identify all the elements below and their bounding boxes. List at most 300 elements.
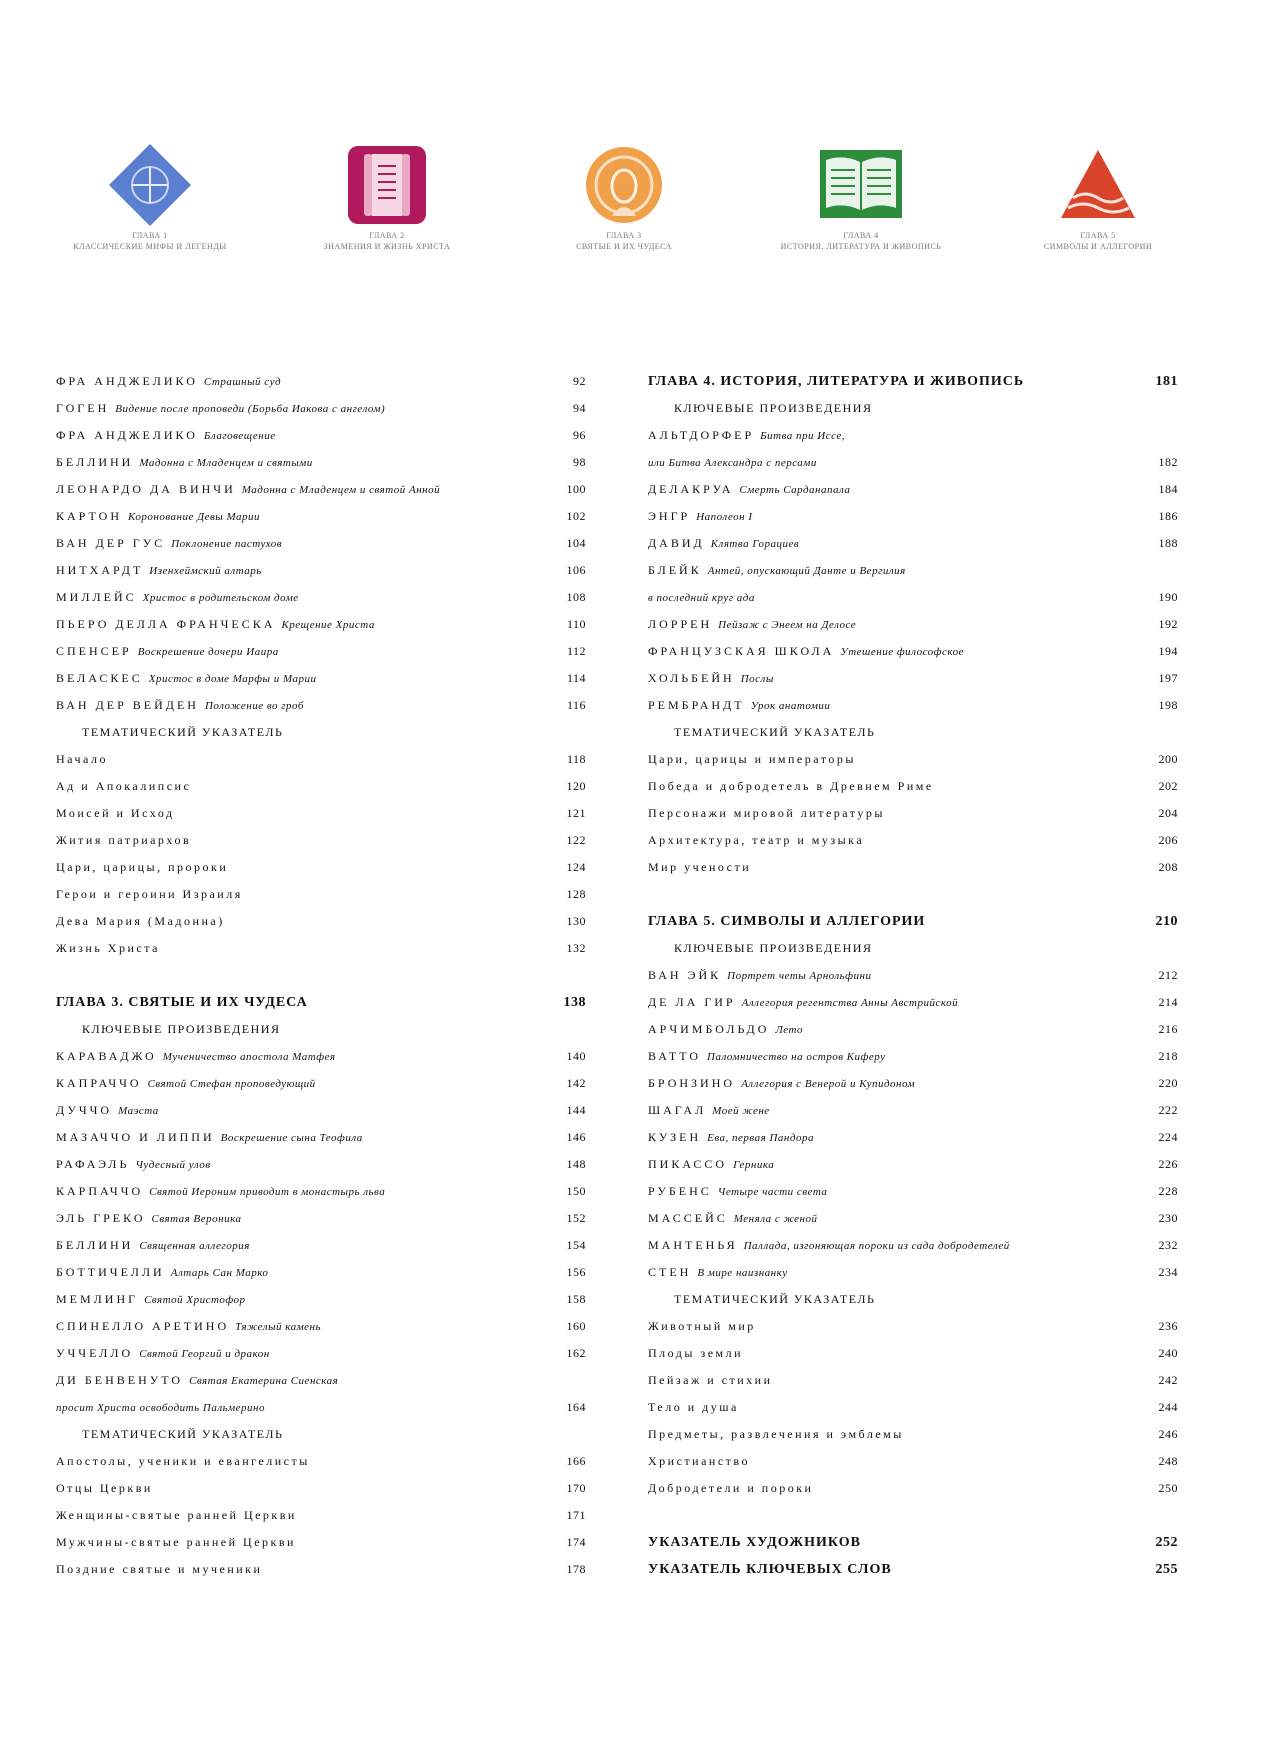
theme-label: Женщины-святые ранней Церкви: [56, 1508, 297, 1522]
artist-name: ГОГЕН: [56, 401, 110, 415]
toc-entry: [56, 611, 586, 638]
theme-label: Цари, царицы и императоры: [648, 752, 856, 766]
page-number: 182: [1158, 455, 1178, 469]
toc-entry: [648, 1016, 1178, 1043]
theme-label: Архитектура, театр и музыка: [648, 833, 865, 847]
page-number: 234: [1158, 1265, 1178, 1279]
page-number: 164: [566, 1400, 586, 1414]
artist-name: ШАГАЛ: [648, 1103, 707, 1117]
theme-entry: [648, 773, 1178, 800]
artwork-title: Меняла с женой: [733, 1213, 818, 1225]
page-number: 197: [1158, 671, 1178, 685]
theme-entry: [648, 1394, 1178, 1421]
subsection-heading: ТЕМАТИЧЕСКИЙ УКАЗАТЕЛЬ: [82, 725, 284, 739]
theme-entry: [648, 1448, 1178, 1475]
artist-name: АРЧИМБОЛЬДО: [648, 1022, 770, 1036]
subsection-heading: КЛЮЧЕВЫЕ ПРОИЗВЕДЕНИЯ: [674, 941, 873, 955]
section-heading: УКАЗАТЕЛЬ КЛЮЧЕВЫХ СЛОВ: [648, 1562, 892, 1577]
artist-name: ФРА АНДЖЕЛИКО: [56, 374, 198, 388]
theme-entry: [56, 854, 586, 881]
toc-entry: [648, 1151, 1178, 1178]
artist-name: КАРАВАДЖО: [56, 1049, 157, 1063]
artwork-title: Святой Георгий и дракон: [139, 1348, 270, 1360]
toc-entry: [56, 503, 586, 530]
artwork-title: Воскрешение сына Теофила: [220, 1132, 363, 1144]
page-number: 122: [566, 833, 586, 847]
toc-entry: [648, 1097, 1178, 1124]
artist-name: ЛЕОНАРДО ДА ВИНЧИ: [56, 482, 236, 496]
chapter-4-number: ГЛАВА 4: [843, 231, 879, 240]
artist-name: ВАН ДЕР ГУС: [56, 536, 166, 550]
artist-name: БРОНЗИНО: [648, 1076, 736, 1090]
page-number: 248: [1158, 1454, 1178, 1468]
chapter-2-title: ЗНАМЕНИЯ И ЖИЗНЬ ХРИСТА: [323, 242, 451, 251]
artwork-title: Святой Иероним приводит в монастырь льва: [149, 1186, 386, 1198]
artist-name: РЕМБРАНДТ: [648, 698, 745, 712]
theme-entry: [648, 1313, 1178, 1340]
artwork-title: Мученичество апостола Матфея: [162, 1051, 336, 1063]
artwork-title: в последний круг ада: [648, 592, 755, 604]
toc-entry: [56, 1097, 586, 1124]
artwork-title: Антей, опускающий Данте и Вергилия: [707, 565, 906, 577]
subsection-row: [648, 395, 1178, 422]
artwork-title: Лето: [775, 1024, 803, 1036]
theme-entry: [648, 1367, 1178, 1394]
section-heading: ГЛАВА 5. СИМВОЛЫ И АЛЛЕГОРИИ: [648, 914, 926, 929]
toc-entry: [56, 1367, 586, 1394]
theme-label: Персонажи мировой литературы: [648, 806, 885, 820]
page-number: 148: [566, 1157, 586, 1171]
toc-entry: [56, 1259, 586, 1286]
toc-entry: [648, 530, 1178, 557]
page-number: 198: [1158, 698, 1178, 712]
page-number: 124: [566, 860, 586, 874]
toc-entry: [648, 962, 1178, 989]
page-number: 138: [563, 995, 586, 1010]
artwork-title: Поклонение пастухов: [171, 538, 283, 550]
page-number: 228: [1158, 1184, 1178, 1198]
page-number: 98: [573, 455, 586, 469]
page-number: 108: [566, 590, 586, 604]
theme-entry: [648, 800, 1178, 827]
mountain-waves-icon: [1053, 140, 1143, 230]
halo-icon: [579, 140, 669, 230]
section-heading-row: [648, 1556, 1178, 1583]
page-number: 114: [566, 671, 586, 685]
toc-entry: [648, 557, 1178, 584]
artist-name: МЕМЛИНГ: [56, 1292, 139, 1306]
artwork-title: Мадонна с Младенцем и святой Анной: [241, 484, 441, 496]
page-number: 255: [1155, 1562, 1178, 1577]
artist-name: ФРАНЦУЗСКАЯ ШКОЛА: [648, 644, 835, 658]
artwork-title: Герника: [733, 1159, 775, 1171]
page-number: 208: [1158, 860, 1178, 874]
section-heading-row: [648, 368, 1178, 395]
page-number: 166: [566, 1454, 586, 1468]
artist-name: МАНТЕНЬЯ: [648, 1238, 738, 1252]
page-number: 240: [1158, 1346, 1178, 1360]
toc-entry: [648, 692, 1178, 719]
toc-entry: [56, 1178, 586, 1205]
artist-name: ВАН ДЕР ВЕЙДЕН: [56, 698, 199, 712]
artwork-title: Моей жене: [712, 1105, 770, 1117]
page-number: 250: [1158, 1481, 1178, 1495]
page-number: 130: [566, 914, 586, 928]
subsection-row: [56, 1016, 586, 1043]
artwork-title: Смерть Сарданапала: [739, 484, 851, 496]
artwork-title: Святая Вероника: [151, 1213, 242, 1225]
artist-name: ПЬЕРО ДЕЛЛА ФРАНЧЕСКА: [56, 617, 276, 631]
page-number: 120: [566, 779, 586, 793]
artist-name: ПИКАССО: [648, 1157, 728, 1171]
page-number: 192: [1158, 617, 1178, 631]
subsection-row: [648, 1286, 1178, 1313]
toc-entry: [648, 1043, 1178, 1070]
toc-entry: [648, 989, 1178, 1016]
artwork-title: Благовещение: [203, 430, 276, 442]
section-heading-row: [648, 908, 1178, 935]
section-heading: ГЛАВА 4. ИСТОРИЯ, ЛИТЕРАТУРА И ЖИВОПИСЬ: [648, 374, 1025, 389]
page-number: 144: [566, 1103, 586, 1117]
subsection-row: [56, 719, 586, 746]
page-number: 152: [566, 1211, 586, 1225]
page-number: 178: [566, 1562, 586, 1576]
page-number: 106: [566, 563, 586, 577]
page-number: 206: [1158, 833, 1178, 847]
toc-entry: [56, 449, 586, 476]
theme-label: Предметы, развлечения и эмблемы: [648, 1427, 904, 1441]
page-number: 216: [1158, 1022, 1178, 1036]
artwork-title: В мире наизнанку: [697, 1267, 788, 1279]
chapter-4-badge: [751, 140, 971, 252]
artwork-title: Воскрешение дочери Иаира: [137, 646, 279, 658]
page-number: 156: [566, 1265, 586, 1279]
theme-entry: [56, 908, 586, 935]
subsection-row: [648, 719, 1178, 746]
chapter-1-number: ГЛАВА 1: [132, 231, 168, 240]
page-number: 214: [1158, 995, 1178, 1009]
page-number: 104: [566, 536, 586, 550]
artwork-title: просит Христа освободить Пальмерино: [56, 1402, 265, 1414]
page-number: 150: [566, 1184, 586, 1198]
page-number: 244: [1158, 1400, 1178, 1414]
artwork-title: Аллегория регентства Анны Австрийской: [741, 997, 959, 1009]
theme-entry: [56, 773, 586, 800]
subsection-heading: ТЕМАТИЧЕСКИЙ УКАЗАТЕЛЬ: [674, 725, 876, 739]
toc-entry: [56, 1205, 586, 1232]
page-number: 171: [566, 1508, 586, 1522]
theme-entry: [56, 1556, 586, 1583]
page-number: 204: [1158, 806, 1178, 820]
artist-name: КУЗЕН: [648, 1130, 702, 1144]
theme-entry: [56, 881, 586, 908]
page-number: 222: [1158, 1103, 1178, 1117]
toc-right-column: [648, 368, 1178, 1583]
toc-entry: [56, 395, 586, 422]
chapter-3-number: ГЛАВА 3: [606, 231, 642, 240]
page-number: 94: [573, 401, 586, 415]
toc-entry: [56, 1232, 586, 1259]
page-number: 184: [1158, 482, 1178, 496]
toc-entry: [56, 1313, 586, 1340]
artist-name: МАССЕЙС: [648, 1211, 728, 1225]
toc-entry: [648, 1232, 1178, 1259]
theme-entry: [648, 854, 1178, 881]
artist-name: НИТХАРДТ: [56, 563, 144, 577]
artwork-title: Паломничество на остров Киферу: [707, 1051, 886, 1063]
subsection-heading: КЛЮЧЕВЫЕ ПРОИЗВЕДЕНИЯ: [82, 1022, 281, 1036]
artwork-title: Коронование Девы Марии: [128, 511, 260, 523]
artist-name: РАФАЭЛЬ: [56, 1157, 130, 1171]
theme-label: Апостолы, ученики и евангелисты: [56, 1454, 310, 1468]
artist-name: ВЕЛАСКЕС: [56, 671, 143, 685]
subsection-row: [648, 935, 1178, 962]
cross-diamond-icon: [105, 140, 195, 230]
artist-name: КАРТОН: [56, 509, 122, 523]
artwork-title: Ева, первая Пандора: [707, 1132, 814, 1144]
theme-label: Отцы Церкви: [56, 1481, 153, 1495]
subsection-heading: КЛЮЧЕВЫЕ ПРОИЗВЕДЕНИЯ: [674, 401, 873, 415]
toc-entry: [648, 611, 1178, 638]
page-number: 246: [1158, 1427, 1178, 1441]
toc-entry: [648, 1070, 1178, 1097]
page-number: 154: [566, 1238, 586, 1252]
theme-entry: [56, 800, 586, 827]
toc-entry: [56, 1070, 586, 1097]
artwork-title: Наполеон I: [696, 511, 753, 523]
section-heading: ГЛАВА 3. СВЯТЫЕ И ИХ ЧУДЕСА: [56, 995, 308, 1010]
theme-label: Поздние святые и мученики: [56, 1562, 263, 1576]
artist-name: СТЕН: [648, 1265, 692, 1279]
entry-continuation: [56, 1394, 586, 1421]
toc-entry: [56, 584, 586, 611]
artist-name: СПЕНСЕР: [56, 644, 132, 658]
page-number: 102: [566, 509, 586, 523]
subsection-row: [56, 1421, 586, 1448]
theme-entry: [56, 1448, 586, 1475]
theme-label: Ад и Апокалипсис: [56, 779, 192, 793]
toc-entry: [56, 1340, 586, 1367]
page-number: 230: [1158, 1211, 1178, 1225]
artwork-title: Алтарь Сан Марко: [170, 1267, 269, 1279]
artwork-title: Положение во гроб: [204, 700, 304, 712]
artist-name: ЭНГР: [648, 509, 691, 523]
page-number: 158: [566, 1292, 586, 1306]
toc-entry: [56, 1286, 586, 1313]
artwork-title: Страшный суд: [203, 376, 282, 388]
chapter-5-number: ГЛАВА 5: [1080, 231, 1116, 240]
chapter-1-badge: [40, 140, 260, 252]
toc-entry: [648, 476, 1178, 503]
section-heading-row: [56, 989, 586, 1016]
page-number: 226: [1158, 1157, 1178, 1171]
section-heading-row: [648, 1529, 1178, 1556]
toc-entry: [56, 1043, 586, 1070]
theme-entry: [648, 746, 1178, 773]
page-number: 218: [1158, 1049, 1178, 1063]
page-number: 202: [1158, 779, 1178, 793]
artwork-title: Утешение философское: [840, 646, 964, 658]
page-number: 140: [566, 1049, 586, 1063]
page-number: 224: [1158, 1130, 1178, 1144]
theme-label: Начало: [56, 752, 108, 766]
toc-entry: [56, 530, 586, 557]
theme-entry: [648, 1421, 1178, 1448]
page-number: 160: [566, 1319, 586, 1333]
chapter-3-title: СВЯТЫЕ И ИХ ЧУДЕСА: [576, 242, 672, 251]
page-number: 174: [566, 1535, 586, 1549]
page-number: 188: [1158, 536, 1178, 550]
artwork-title: Видение после проповеди (Борьба Иакова с ангелом): [115, 403, 386, 415]
theme-label: Мужчины-святые ранней Церкви: [56, 1535, 296, 1549]
artist-name: ДАВИД: [648, 536, 705, 550]
entry-continuation: [648, 449, 1178, 476]
artwork-title: Урок анатомии: [750, 700, 831, 712]
artwork-title: Послы: [740, 673, 774, 685]
artist-name: ФРА АНДЖЕЛИКО: [56, 428, 198, 442]
page-number: 181: [1155, 374, 1178, 389]
page-number: 236: [1158, 1319, 1178, 1333]
toc-entry: [648, 503, 1178, 530]
theme-entry: [648, 827, 1178, 854]
artist-name: БЕЛЛИНИ: [56, 1238, 134, 1252]
page-number: 252: [1155, 1535, 1178, 1550]
artwork-title: Клятва Горациев: [710, 538, 800, 550]
artist-name: ЛОРРЕН: [648, 617, 713, 631]
artwork-title: Святая Екатерина Сиенская: [189, 1375, 339, 1387]
chapter-5-badge: [988, 140, 1208, 252]
page-number: 242: [1158, 1373, 1178, 1387]
toc-entry: [648, 1259, 1178, 1286]
page-number: 142: [566, 1076, 586, 1090]
theme-label: Добродетели и пороки: [648, 1481, 814, 1495]
theme-label: Моисей и Исход: [56, 806, 175, 820]
theme-label: Герои и героини Израиля: [56, 887, 243, 901]
theme-label: Мир учености: [648, 860, 752, 874]
page-number: 121: [566, 806, 586, 820]
artist-name: УЧЧЕЛЛО: [56, 1346, 134, 1360]
theme-entry: [648, 1475, 1178, 1502]
page-number: 132: [566, 941, 586, 955]
artist-name: БЛЕЙК: [648, 563, 702, 577]
theme-label: Пейзаж и стихии: [648, 1373, 773, 1387]
theme-entry: [648, 1340, 1178, 1367]
artist-name: ВАТТО: [648, 1049, 702, 1063]
page-number: 170: [566, 1481, 586, 1495]
artist-name: АЛЬТДОРФЕР: [648, 428, 755, 442]
artist-name: ДЕ ЛА ГИР: [648, 995, 736, 1009]
page-number: 210: [1155, 914, 1178, 929]
toc-entry: [56, 557, 586, 584]
artwork-title: Битва при Иссе,: [760, 430, 845, 442]
toc-entry: [56, 1151, 586, 1178]
artwork-title: Четыре части света: [717, 1186, 828, 1198]
artwork-title: Святой Стефан проповедующий: [147, 1078, 316, 1090]
artist-name: КАРПАЧЧО: [56, 1184, 144, 1198]
toc-entry: [648, 638, 1178, 665]
toc-left-column: [56, 368, 586, 1583]
page-number: 112: [566, 644, 586, 658]
scroll-icon: [342, 140, 432, 230]
theme-entry: [56, 746, 586, 773]
page-number: 186: [1158, 509, 1178, 523]
page-number: 128: [566, 887, 586, 901]
page-number: 194: [1158, 644, 1178, 658]
artist-name: ЭЛЬ ГРЕКО: [56, 1211, 146, 1225]
page-number: 100: [566, 482, 586, 496]
artist-name: СПИНЕЛЛО АРЕТИНО: [56, 1319, 230, 1333]
page-number: 92: [573, 374, 586, 388]
entry-continuation: [648, 584, 1178, 611]
page-number: 162: [566, 1346, 586, 1360]
artwork-title: Мадонна с Младенцем и святыми: [139, 457, 313, 469]
artist-name: ВАН ЭЙК: [648, 968, 722, 982]
artwork-title: Тяжелый камень: [235, 1321, 322, 1333]
artwork-title: Портрет четы Арнольфини: [727, 970, 872, 982]
chapter-1-title: КЛАССИЧЕСКИЕ МИФЫ И ЛЕГЕНДЫ: [73, 242, 227, 251]
artwork-title: Христос в родительском доме: [142, 592, 299, 604]
page-number: 190: [1158, 590, 1178, 604]
toc-entry: [648, 1124, 1178, 1151]
page-number: 146: [566, 1130, 586, 1144]
toc-entry: [56, 638, 586, 665]
chapter-4-title: ИСТОРИЯ, ЛИТЕРАТУРА И ЖИВОПИСЬ: [780, 242, 942, 251]
artwork-title: Священная аллегория: [139, 1240, 250, 1252]
theme-entry: [56, 1529, 586, 1556]
artist-name: ХОЛЬБЕЙН: [648, 671, 735, 685]
theme-label: Жизнь Христа: [56, 941, 160, 955]
toc-entry: [56, 368, 586, 395]
page-number: 96: [573, 428, 586, 442]
chapter-icons-strip: [40, 140, 1240, 290]
theme-label: Тело и душа: [648, 1400, 739, 1414]
toc-entry: [56, 692, 586, 719]
artwork-title: Крещение Христа: [281, 619, 375, 631]
theme-label: Жития патриархов: [56, 833, 192, 847]
artist-name: ДУЧЧО: [56, 1103, 113, 1117]
theme-label: Победа и добродетель в Древнем Риме: [648, 779, 934, 793]
open-book-icon: [816, 140, 906, 230]
theme-label: Цари, царицы, пророки: [56, 860, 229, 874]
artwork-title: Христос в доме Марфы и Марии: [148, 673, 317, 685]
page-number: 212: [1158, 968, 1178, 982]
artist-name: РУБЕНС: [648, 1184, 712, 1198]
theme-entry: [56, 827, 586, 854]
artwork-title: Паллада, изгоняющая пороки из сада добродетелей: [743, 1240, 1010, 1252]
artist-name: БОТТИЧЕЛЛИ: [56, 1265, 165, 1279]
toc-entry: [56, 476, 586, 503]
spacer: [648, 881, 1178, 908]
artwork-title: Изенхеймский алтарь: [149, 565, 262, 577]
toc-entry: [648, 1178, 1178, 1205]
subsection-heading: ТЕМАТИЧЕСКИЙ УКАЗАТЕЛЬ: [674, 1292, 876, 1306]
theme-label: Животный мир: [648, 1319, 756, 1333]
toc-entry: [56, 665, 586, 692]
page-number: 232: [1158, 1238, 1178, 1252]
chapter-5-title: СИМВОЛЫ И АЛЛЕГОРИИ: [1043, 242, 1153, 251]
artist-name: БЕЛЛИНИ: [56, 455, 134, 469]
artist-name: КАПРАЧЧО: [56, 1076, 142, 1090]
artist-name: МАЗАЧЧО И ЛИППИ: [56, 1130, 215, 1144]
artwork-title: Святой Христофор: [144, 1294, 246, 1306]
artist-name: ДЕЛАКРУА: [648, 482, 734, 496]
page-number: 118: [566, 752, 586, 766]
artwork-title: Маэста: [118, 1105, 159, 1117]
page-number: 110: [566, 617, 586, 631]
spacer: [648, 1502, 1178, 1529]
page-number: 220: [1158, 1076, 1178, 1090]
chapter-2-number: ГЛАВА 2: [369, 231, 405, 240]
